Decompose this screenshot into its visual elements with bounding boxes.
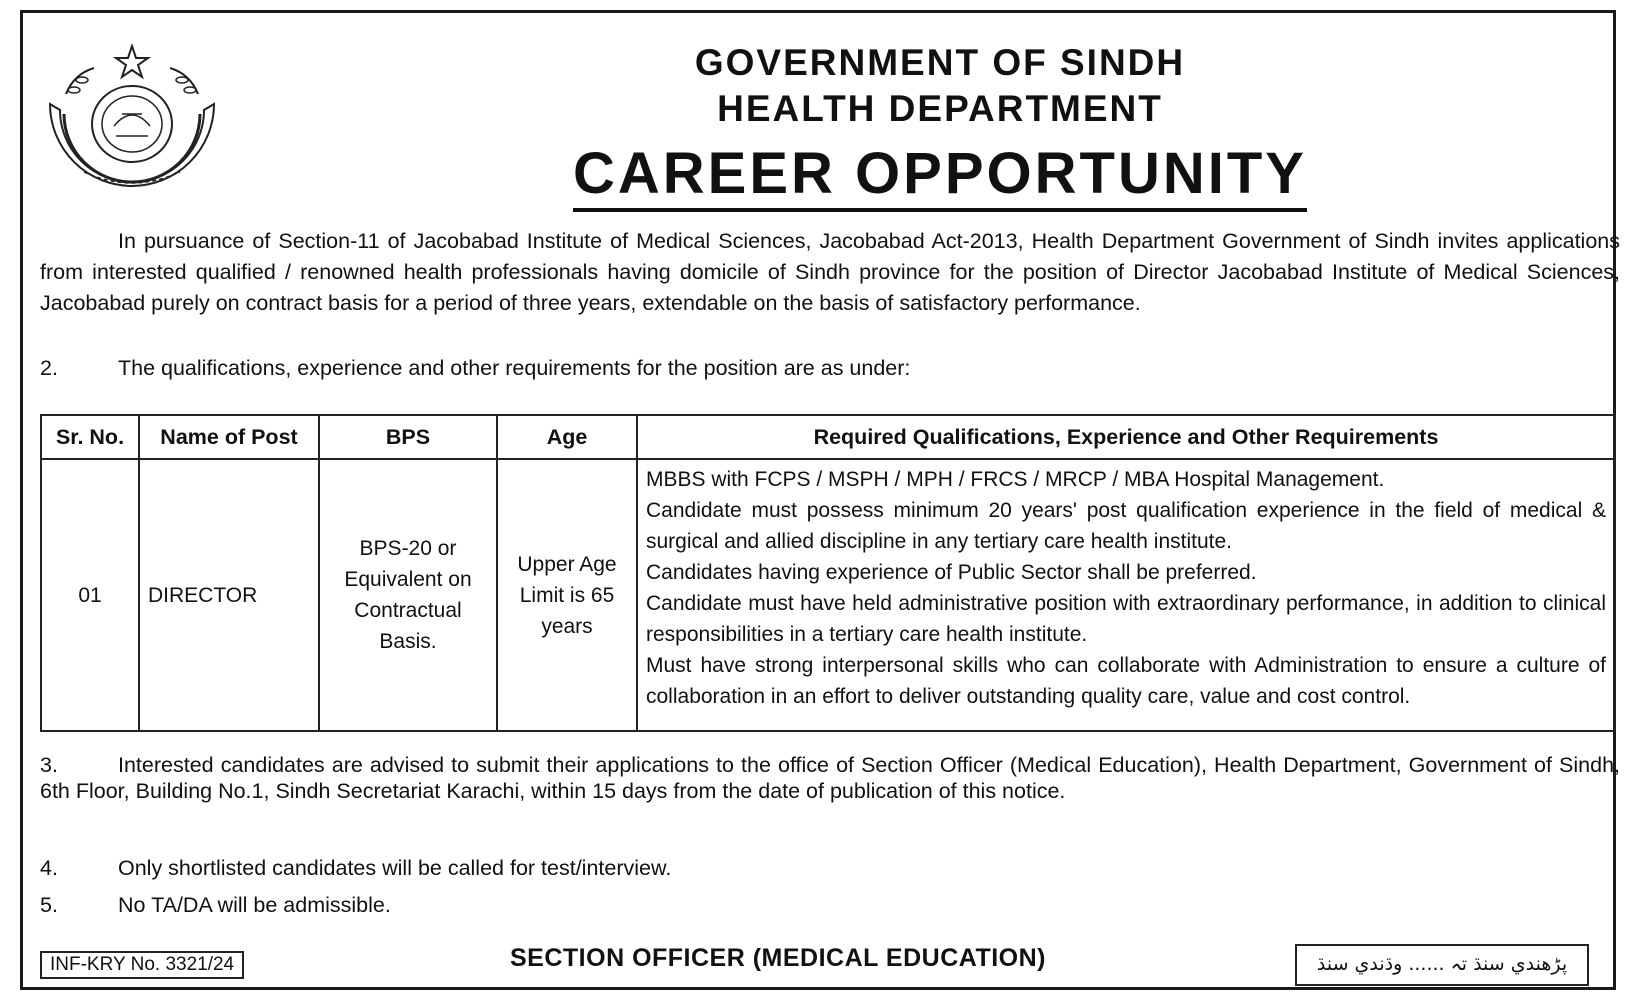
point-5-number: 5. — [40, 893, 58, 917]
requirement-item: Candidate must have held administrative position with extraordinary performance, in addition to clinical responsibilities in a tertiary care health institute. — [646, 592, 1606, 646]
requirement-item: Must have strong interpersonal skills who can collaborate with Administration to ensure a culture of collaboration in an effort to deliver outstanding quality care, value and cost control. — [646, 654, 1606, 708]
point-3-text: Interested candidates are advised to submit their applications to the office of Section Officer (Medical Education), Health Department, Government of Sindh, 6th Floor, Building No.1, Sindh Secretariat Karachi, within 15 days from the date of publication of this notice. — [40, 753, 1620, 803]
intro-paragraph: In pursuance of Section-11 of Jacobabad Institute of Medical Sciences, Jacobabad Act-2013, Health Department Government of Sindh invites applications from interested qualified / renowned health professionals having domicile of Sindh province for the position of Director Jacobabad Institute of Medical Sciences, Jacobabad purely on contract basis for a period of three years, extendable on the basis of satisfactory performance. — [40, 229, 1620, 315]
cell-bps: BPS-20 or Equivalent on Contractual Basis. — [319, 459, 497, 731]
col-requirements: Required Qualifications, Experience and Other Requirements — [637, 415, 1615, 459]
col-sr-no: Sr. No. — [41, 415, 139, 459]
point-2-text: The qualifications, experience and other requirements for the position are as under: — [118, 356, 911, 380]
requirements-table — [40, 414, 1616, 732]
point-5 — [40, 893, 391, 918]
cell-requirements — [637, 459, 1615, 731]
cell-sr-no: 01 — [41, 459, 139, 731]
requirement-item: Candidate must possess minimum 20 years' post qualification experience in the field of medical & surgical and allied discipline in any tertiary care health institute. — [646, 499, 1606, 553]
col-name-of-post: Name of Post — [139, 415, 319, 459]
col-bps: BPS — [319, 415, 497, 459]
signatory: SECTION OFFICER (MEDICAL EDUCATION) — [510, 944, 1047, 972]
sindh-government-seal-icon — [44, 44, 220, 204]
point-5-text: No TA/DA will be admissible. — [118, 893, 391, 917]
department-heading: HEALTH DEPARTMENT — [717, 88, 1163, 129]
cell-post: DIRECTOR — [139, 459, 319, 731]
government-heading: GOVERNMENT OF SINDH — [694, 42, 1186, 83]
notice-title — [300, 140, 1580, 207]
cell-age: Upper Age Limit is 65 years — [497, 459, 637, 731]
point-4-number: 4. — [40, 856, 58, 880]
table-row — [41, 459, 1615, 731]
requirement-item: Candidates having experience of Public Sector shall be preferred. — [646, 561, 1257, 584]
point-2 — [40, 356, 910, 381]
point-3 — [40, 752, 1620, 804]
requirement-item: MBBS with FCPS / MSPH / MPH / FRCS / MRCP / MBA Hospital Management. — [646, 468, 1385, 491]
point-3-number: 3. — [40, 753, 58, 777]
col-age: Age — [497, 415, 637, 459]
point-4 — [40, 856, 671, 881]
table-header-row — [41, 415, 1615, 459]
urdu-slogan: پڑھندي سنڌ تہ ...... وڌندي سنڌ — [1295, 944, 1589, 986]
point-2-number: 2. — [40, 356, 58, 380]
notice-title-text: CAREER OPPORTUNITY — [573, 141, 1307, 212]
reference-number: INF-KRY No. 3321/24 — [40, 951, 244, 979]
point-4-text: Only shortlisted candidates will be called for test/interview. — [118, 856, 672, 880]
